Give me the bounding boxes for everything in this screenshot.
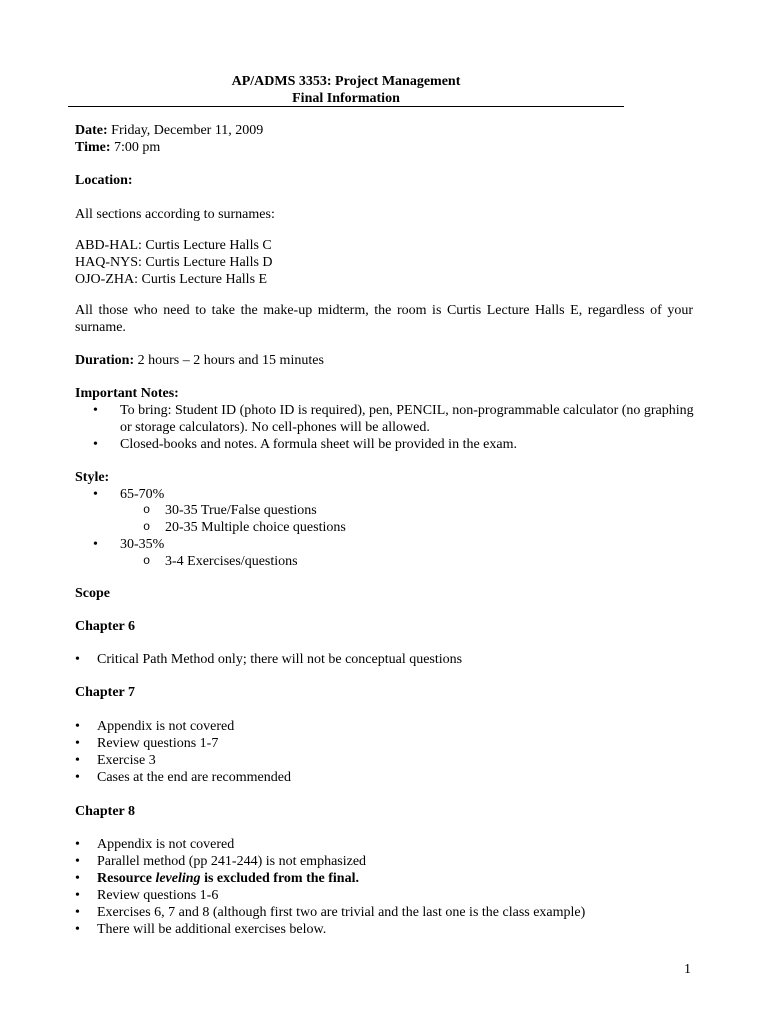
course-title: AP/ADMS 3353: Project Management [231,74,461,89]
chapter-item: Appendix is not covered [97,719,235,734]
time-label: Time: [75,140,111,155]
bullet-glyph: • [75,652,80,667]
chapter-heading: Chapter 8 [75,804,136,819]
document-title [68,74,624,107]
room-assignment: OJO-ZHA: Curtis Lecture Halls E [75,272,268,287]
location-heading: Location: [75,173,133,188]
page-number: 1 [684,962,691,977]
chapter-item-emphasized [97,870,359,887]
style-heading: Style: [75,470,110,485]
chapter-item: Parallel method (pp 241-244) is not emphasized [97,854,367,869]
note-item-continued: or storage calculators). No cell-phones will be allowed. [120,420,430,435]
notes-heading: Important Notes: [75,386,179,401]
note-item: To bring: Student ID (photo ID is required), pen, PENCIL, non-programmable calculator (no graphing [120,403,694,418]
title-divider [68,106,624,107]
style-group-label: 30-35% [120,537,165,552]
bullet-glyph: • [93,487,98,502]
bullet-glyph: • [75,871,80,886]
chapter-item: Cases at the end are recommended [97,770,291,785]
makeup-note: All those who need to take the make-up midterm, the room is Curtis Lecture Halls E, regardless of your surname. [75,303,693,335]
location-intro: All sections according to surnames: [75,207,275,222]
style-sub-item: 3-4 Exercises/questions [165,554,298,569]
style-sub-item: 20-35 Multiple choice questions [165,520,346,535]
chapter-heading: Chapter 7 [75,685,136,700]
document-subtitle: Final Information [292,90,400,106]
sub-bullet-glyph: o [143,520,151,534]
note-item: Closed-books and notes. A formula sheet will be provided in the exam. [120,437,517,452]
bullet-glyph: • [93,403,98,418]
style-group-label: 65-70% [120,487,165,502]
room-assignment: ABD-HAL: Curtis Lecture Halls C [75,238,272,253]
bullet-glyph: • [75,888,80,903]
room-assignment: HAQ-NYS: Curtis Lecture Halls D [75,255,273,270]
date-value: Friday, December 11, 2009 [111,123,264,138]
bullet-glyph: • [75,905,80,920]
bullet-glyph: • [75,922,80,937]
scope-heading: Scope [75,586,110,601]
bullet-glyph: • [75,719,80,734]
emphasis-italic-word: leveling [155,871,201,886]
bullet-glyph: • [75,854,80,869]
chapter-item: Critical Path Method only; there will not be conceptual questions [97,652,463,667]
duration-value: 2 hours – 2 hours and 15 minutes [137,353,324,368]
chapter-item: Review questions 1-6 [97,888,219,903]
bullet-glyph: • [75,736,80,751]
time-value: 7:00 pm [114,140,161,155]
date-label: Date: [75,123,108,138]
duration-line [75,352,324,369]
bullet-glyph: • [75,770,80,785]
date-line [75,122,263,139]
style-sub-item: 30-35 True/False questions [165,503,317,518]
chapter-item: There will be additional exercises below. [97,922,327,937]
time-line [75,139,160,156]
emphasis-part: is excluded from the final. [200,871,359,886]
chapter-item: Exercises 6, 7 and 8 (although first two are trivial and the last one is the class example) [97,905,586,920]
emphasis-part: Resource [97,871,156,886]
chapter-item: Review questions 1-7 [97,736,219,751]
duration-label: Duration: [75,353,135,368]
chapter-item: Exercise 3 [97,753,156,768]
chapter-heading: Chapter 6 [75,619,136,634]
sub-bullet-glyph: o [143,554,151,568]
bullet-glyph: • [75,837,80,852]
bullet-glyph: • [93,537,98,552]
sub-bullet-glyph: o [143,503,151,517]
bullet-glyph: • [93,437,98,452]
bullet-glyph: • [75,753,80,768]
chapter-item: Appendix is not covered [97,837,235,852]
